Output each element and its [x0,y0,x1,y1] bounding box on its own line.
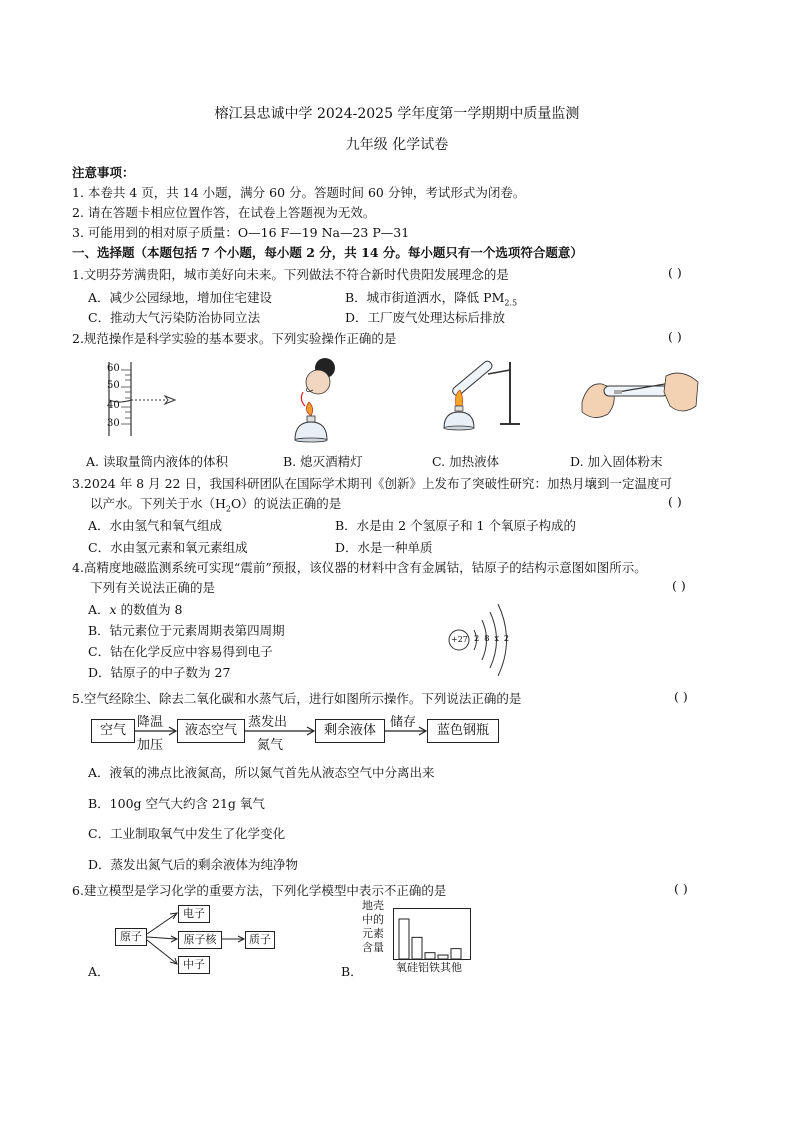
flow-box-air: 空气 [91,719,135,743]
q6-stem: 6.建立模型是学习化学的重要方法，下列化学模型中表示不正确的是 [72,883,447,898]
flow-box-remaining-liquid: 剩余液体 [315,719,385,743]
section1-heading: 一、选择题（本题包括 7 个小题，每小题 2 分，共 14 分。每小题只有一个选项符合题意） [72,245,583,260]
model-a-nucleus: 原子核 [178,931,222,949]
arrow3-label-top: 储存 [390,715,417,730]
q3-option-c: C．水由氢元素和氧元素组成 [88,540,248,555]
q4-option-c: C．钴在化学反应中容易得到电子 [88,644,273,659]
q6-answer-paren: ( ) [674,881,688,896]
exam-subtitle: 九年级 化学试卷 [345,137,449,153]
q1-stem: 1.文明芬芳满贵阳，城市美好向未来。下列做法不符合新时代贵阳发展理念的是 [72,267,509,282]
q6-option-a-label: A． [88,964,110,979]
notice-item-2: 2. 请在答题卡相应位置作答，在试卷上答题视为无效。 [72,205,376,220]
q1-option-a: A．减少公园绿地，增加住宅建设 [88,290,273,305]
q5-option-c: C．工业制取氧气中发生了化学变化 [88,826,286,841]
q2-answer-paren: ( ) [668,329,682,344]
model-b-xlabel: 氧硅铝铁其他 [396,961,462,974]
q3-stem-line1: 3.2024 年 8 月 22 日，我国科研团队在国际学术期刊《创新》上发布了突破性研究：加热月壤到一定温度可 [72,476,672,491]
arrow1-label-top: 降温 [137,715,164,730]
q3-option-a: A．水由氢气和氧气组成 [88,518,223,533]
q2-option-d: D. 加入固体粉末 [570,454,663,469]
model-a-proton: 质子 [245,931,275,949]
bar-氧 [399,919,409,959]
q5-stem: 5.空气经除尘、除去二氧化碳和水蒸气后，进行如图所示操作。下列说法正确的是 [72,691,522,706]
bar-其他 [451,949,461,959]
q1-option-b: B．城市街道洒水，降低 $PM_{2.5}$ [345,290,518,308]
q4-option-d: D．钴原子的中子数为 27 [88,665,231,680]
arrow2-label-top: 蒸发出 [248,715,288,730]
cylinder-tick-50: 50 [107,380,120,391]
cylinder-tick-40: 40 [107,400,120,411]
notice-item-1: 1. 本卷共 4 页，共 14 小题，满分 60 分。答题时间 60 分钟，考试形式为闭卷。 [72,185,526,200]
q4-stem-line2: 下列有关说法正确的是 [90,580,216,595]
model-b-ylabel: 地壳 中的 元素 含量 [362,899,384,954]
notice-item-3: 3. 可能用到的相对原子质量：O—16 F—19 Na—23 P—31 [72,225,410,240]
arrow2-label-bottom: 氮气 [257,738,284,753]
q3-option-d: D．水是一种单质 [335,540,433,555]
q1-answer-paren: ( ) [668,265,682,280]
q2-option-c: C. 加热液体 [432,454,500,469]
q3-option-b: B．水是由 2 个氢原子和 1 个氧原子构成的 [335,518,576,533]
q5-option-a: A．液氧的沸点比液氮高，所以氮气首先从液态空气中分离出来 [88,765,435,780]
exam-title: 榕江县忠诚中学 2024-2025 学年度第一学期期中质量监测 [214,106,580,122]
atom-nucleus-label: +27 [451,635,468,644]
q1-option-c: C．推动大气污染防治协同立法 [88,310,261,325]
q6-option-b-label: B． [341,964,363,979]
q4-stem-line1: 4.高精度地磁监测系统可实现“震前”预报，该仪器的材料中含有金属钴，钴原子的结构示意图如图所示。 [72,560,647,575]
model-a-atom: 原子 [115,928,147,946]
q3-stem-line2: 以产水。下列关于水$(H_2O)$的说法正确的是 [90,496,342,514]
flow-box-blue-cylinder: 蓝色钢瓶 [427,719,499,743]
q5-answer-paren: ( ) [674,689,688,704]
q5-option-d: D．蒸发出氮气后的剩余液体为纯净物 [88,857,299,872]
cylinder-tick-30: 30 [107,418,120,429]
q1-option-d: D．工厂废气处理达标后排放 [345,310,506,325]
model-a-neutron: 中子 [178,956,210,974]
bar-硅 [412,937,422,959]
q3-answer-paren: ( ) [668,494,682,509]
atom-shell-electrons: 2 8 x 2 [474,634,511,644]
q4-option-b: B．钴元素位于元素周期表第四周期 [88,623,285,638]
flow-box-liquid-air: 液态空气 [177,719,245,743]
notice-heading: 注意事项： [72,165,135,180]
model-a-electron: 电子 [178,905,210,923]
q2-option-b: B. 熄灭酒精灯 [283,454,363,469]
q2-option-a: A. 读取量筒内液体的体积 [86,454,228,469]
crust-element-bar-chart [393,908,471,960]
q4-option-a: A．x 的数值为 8 [88,602,183,617]
q5-option-b: B．100g 空气大约含 21g 氧气 [88,796,265,811]
cylinder-tick-60: 60 [107,363,120,374]
arrow1-label-bottom: 加压 [137,738,164,753]
q2-stem: 2.规范操作是科学实验的基本要求。下列实验操作正确的是 [72,331,397,346]
q4-answer-paren: ( ) [672,578,686,593]
